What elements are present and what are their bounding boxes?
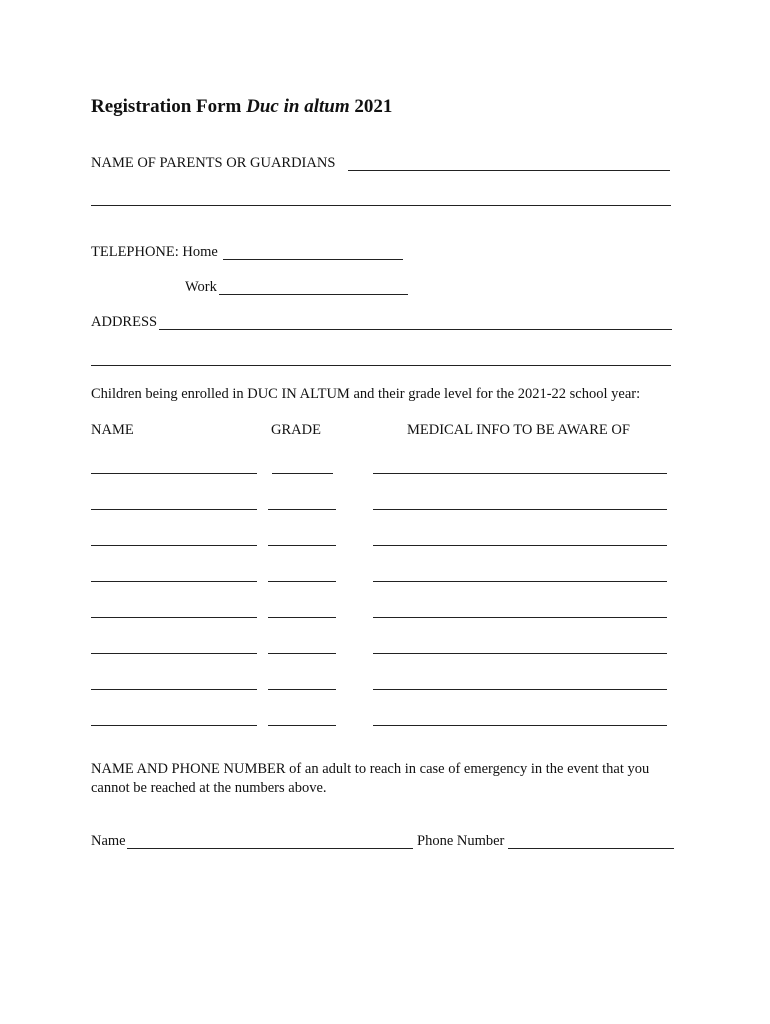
parents-field-line-2[interactable]	[91, 205, 671, 206]
telephone-home-field[interactable]	[223, 259, 403, 260]
child-grade-field[interactable]	[272, 473, 333, 474]
telephone-home-label: TELEPHONE: Home	[91, 244, 218, 260]
parents-label: NAME OF PARENTS OR GUARDIANS	[91, 155, 336, 171]
child-grade-field[interactable]	[268, 581, 336, 582]
child-grade-field[interactable]	[268, 617, 336, 618]
child-grade-field[interactable]	[268, 689, 336, 690]
child-grade-field[interactable]	[268, 653, 336, 654]
telephone-work-label: Work	[185, 279, 217, 295]
child-medical-field[interactable]	[373, 545, 667, 546]
form-title-suffix: 2021	[349, 96, 393, 117]
child-grade-field[interactable]	[268, 545, 336, 546]
child-name-field[interactable]	[91, 689, 257, 690]
child-medical-field[interactable]	[373, 509, 667, 510]
emergency-instructions: NAME AND PHONE NUMBER of an adult to reach in case of emergency in the event that you cannot be reached at the numbers above.	[91, 761, 650, 796]
child-name-field[interactable]	[91, 725, 257, 726]
address-label: ADDRESS	[91, 314, 158, 330]
child-medical-field[interactable]	[373, 725, 667, 726]
emergency-name-label: Name	[91, 833, 126, 849]
child-medical-field[interactable]	[373, 581, 667, 582]
child-name-field[interactable]	[91, 581, 257, 582]
emergency-phone-field[interactable]	[508, 848, 674, 849]
child-name-field[interactable]	[91, 509, 257, 510]
form-title-prefix: Registration Form	[91, 96, 247, 117]
emergency-phone-label: Phone Number	[417, 833, 505, 849]
children-header-medical: MEDICAL INFO TO BE AWARE OF	[407, 422, 630, 438]
children-intro: Children being enrolled in DUC IN ALTUM and their grade level for the 2021-22 school year:	[91, 386, 641, 402]
child-name-field[interactable]	[91, 617, 257, 618]
child-name-field[interactable]	[91, 653, 257, 654]
children-header-grade: GRADE	[271, 422, 321, 438]
child-name-field[interactable]	[91, 545, 257, 546]
form-title	[91, 95, 392, 119]
child-medical-field[interactable]	[373, 473, 667, 474]
child-medical-field[interactable]	[373, 617, 667, 618]
form-title-italic: Duc in altum	[246, 96, 350, 117]
telephone-work-field[interactable]	[219, 294, 408, 295]
address-field-line-1[interactable]	[159, 329, 672, 330]
address-field-line-2[interactable]	[91, 365, 671, 366]
emergency-name-field[interactable]	[127, 848, 413, 849]
parents-field-line-1[interactable]	[348, 170, 670, 171]
child-medical-field[interactable]	[373, 653, 667, 654]
child-medical-field[interactable]	[373, 689, 667, 690]
children-header-name: NAME	[91, 422, 134, 438]
child-grade-field[interactable]	[268, 509, 336, 510]
child-grade-field[interactable]	[268, 725, 336, 726]
child-name-field[interactable]	[91, 473, 257, 474]
